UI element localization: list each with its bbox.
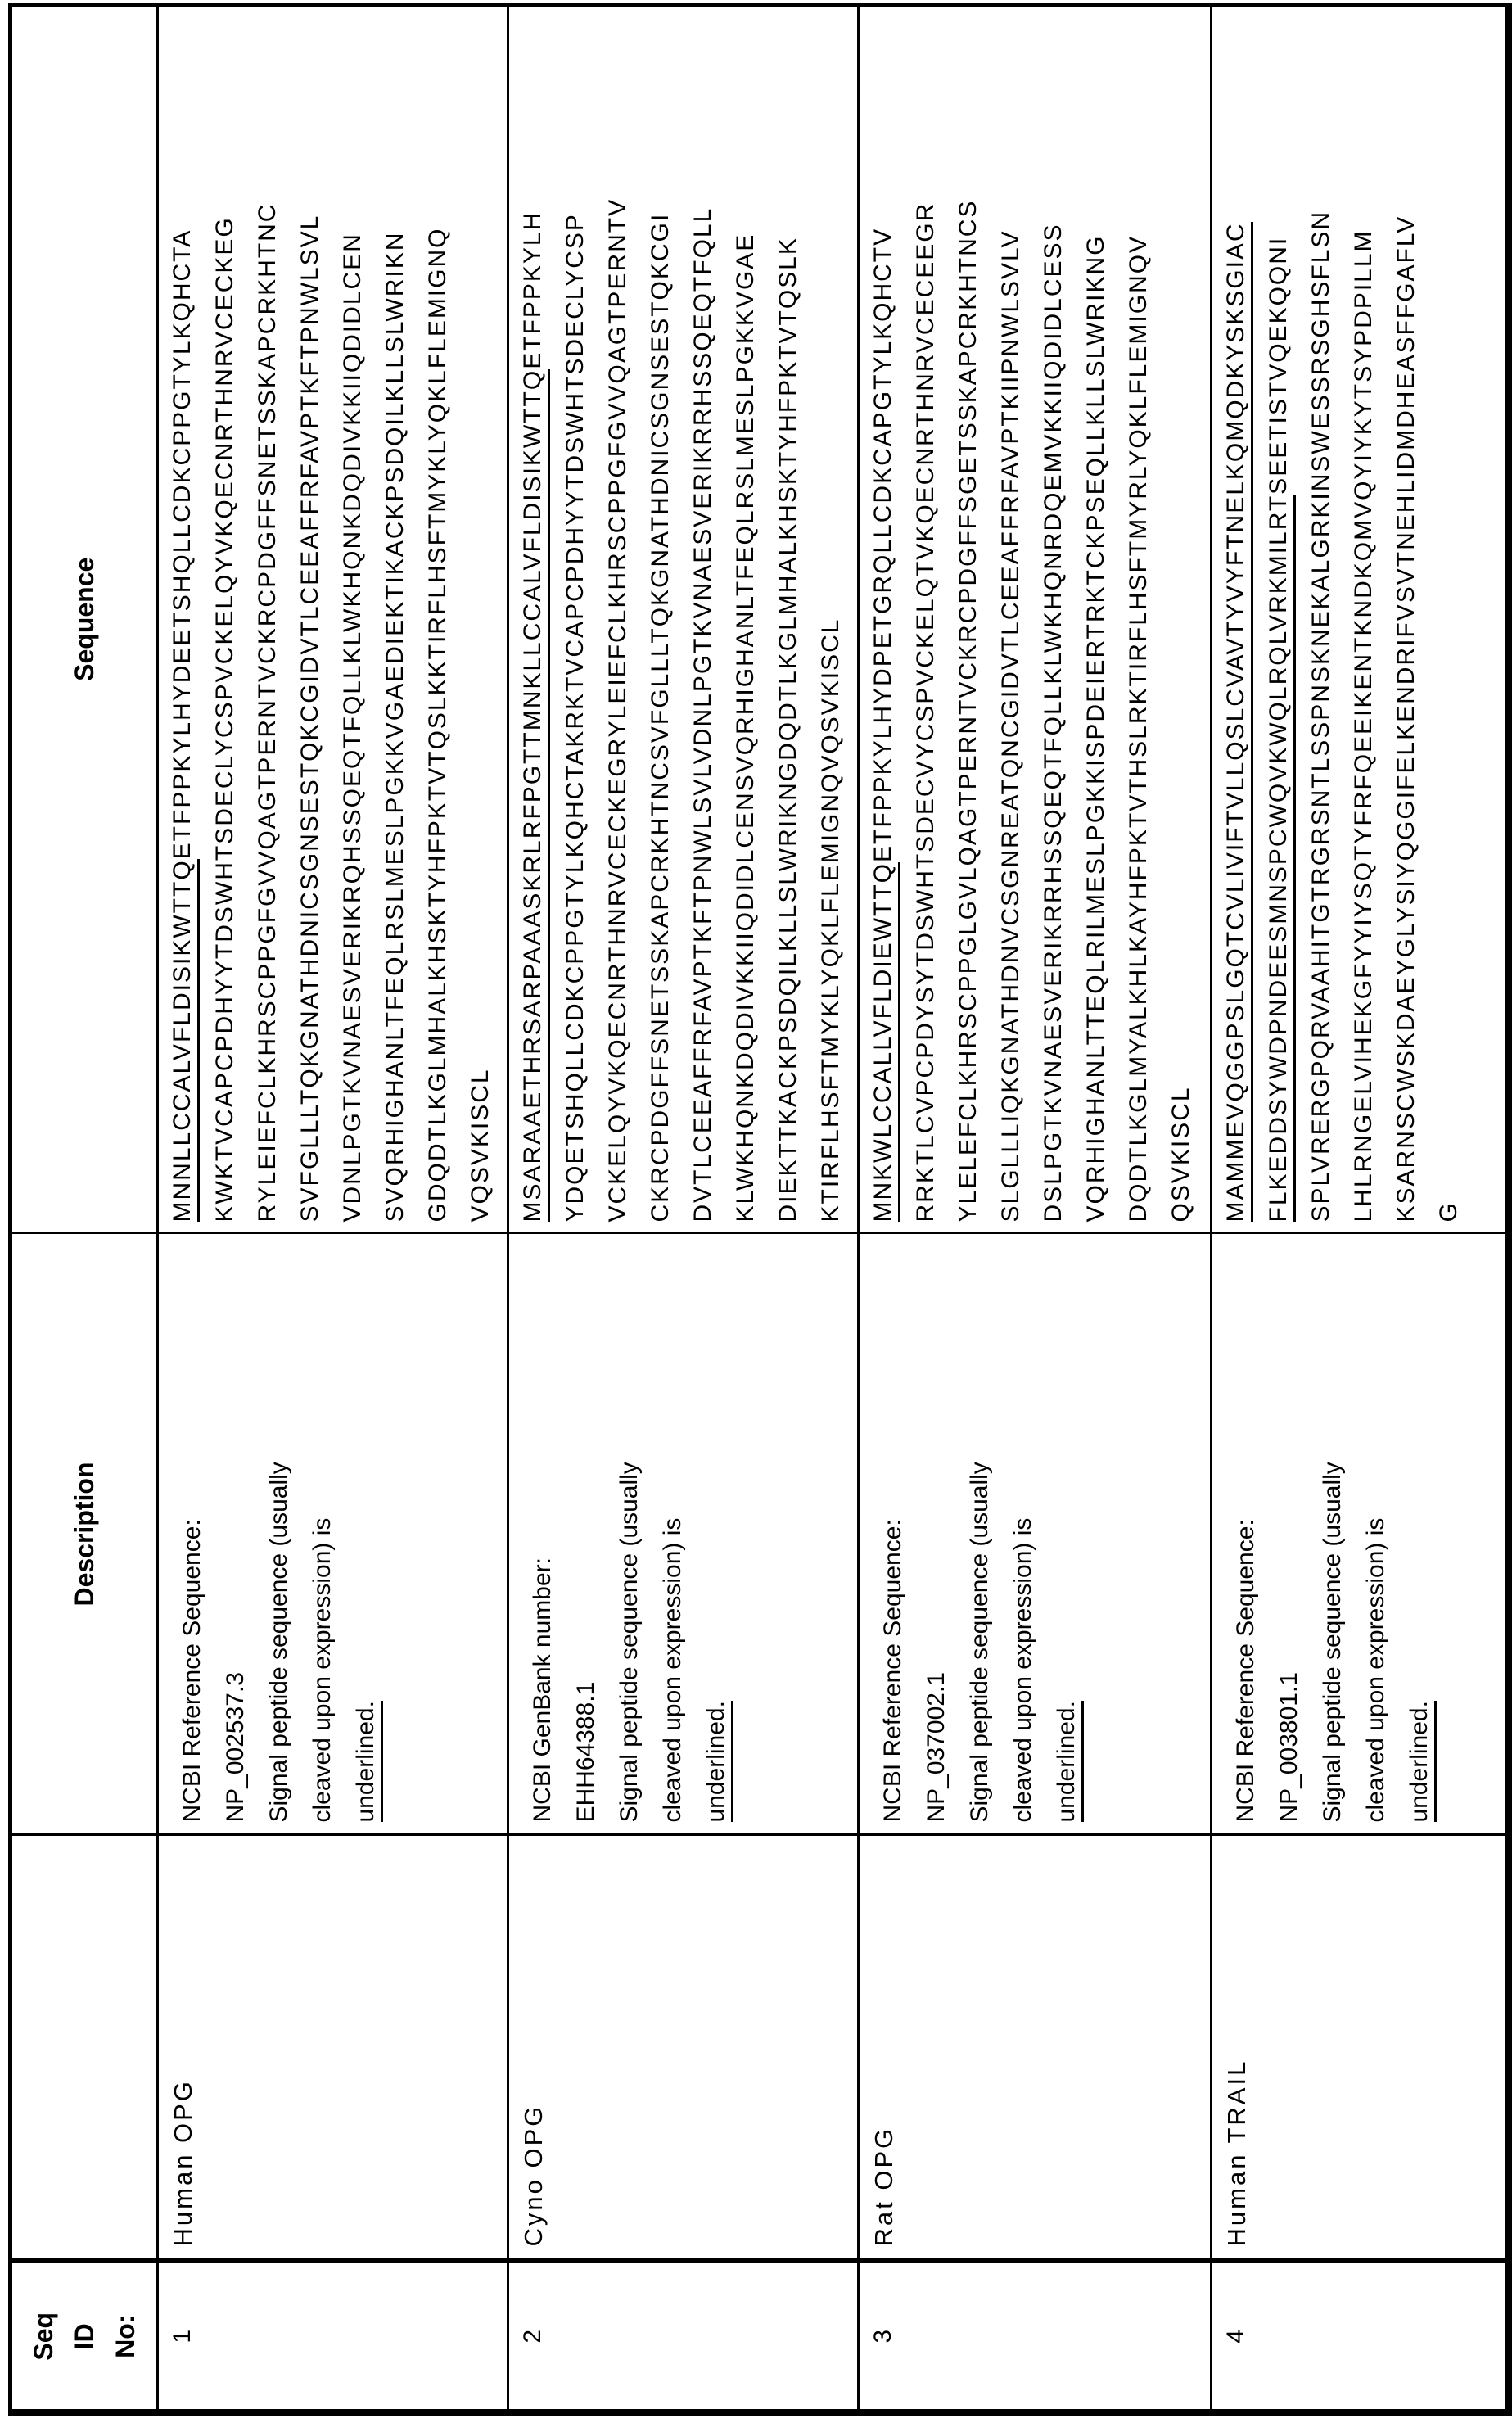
sequence-line: DQDTLKGLMYALKHLKAYHFPKTVTHSLRKTIRFLHSFTMYRLYQKLFLEMIGNQV — [1125, 234, 1152, 1223]
sequence-line: VDNLPGTKVNAESVERIKRQHSSQEQTFQLLKLWKHQNKDQDIVKKIIQDIDLCEN — [339, 233, 366, 1223]
header-name-empty — [11, 1835, 158, 2261]
sequence-line: QSVKISCL — [1167, 1086, 1194, 1223]
description-underlined-word-2: underlined. — [694, 1235, 738, 1823]
sequence-line: CKRCPDGFFSNETSSKAPCRKHTNCSVFGLLLTQKGNATHDNICSGNSESTQKCGI — [647, 212, 674, 1223]
sequence-line: DVTLCEEAFFRFAVPTKFTPNWLSVLVDNLPGTKVNAESVERIKRRHSSQEQTFQLL — [689, 206, 716, 1223]
name-cell-3: Rat OPG — [859, 1835, 1212, 2261]
sequence-line: RYLEIEFCLKHRSCPPGFGVVQAGTPERNTVCKRCPDGFFSNETSSKAPCRKHTNC — [254, 202, 281, 1223]
header-description — [11, 1233, 158, 1835]
seq-id-cell-1: 1 — [158, 2261, 508, 2412]
signal-peptide-underline: MAMMEVQGGPSLGQTCVLIVIFTVLLQSLCVAVTYVYFTNELKQMQDKYSKSGIAC — [1222, 222, 1253, 1222]
sequence-line: LHLRNGELVIHEKGFYYIYSQTYFRFQEEIKENTKNDKQMVQYIYKYTSYPDPILLM — [1350, 229, 1377, 1223]
description-text-4: NCBI Reference Sequence: NP_003801.1 Signal peptide sequence (usually cleaved upon expression) is — [1232, 1462, 1389, 1823]
sequence-line: KLWKHQNKDQDIVKKIIQDIDLCENSVQRHIGHANLTFEQLRSLMESLPGKKVGAE — [732, 233, 759, 1223]
description-cell-3 — [859, 1233, 1212, 1835]
sequence-cell-1 — [158, 5, 508, 1233]
rotated-table-container — [8, 8, 1506, 2416]
seq-id-cell-3: 3 — [859, 2261, 1212, 2412]
header-seq-id — [11, 2261, 158, 2412]
description-cell-2 — [508, 1233, 859, 1835]
description-text-2: NCBI GenBank number: EHH64388.1 Signal peptide sequence (usually cleaved upon expression) is — [529, 1462, 686, 1823]
name-cell-4: Human TRAIL — [1212, 1835, 1509, 2261]
sequence-line: RRKTLCVPCPDYSYTDSWHTSDECVYCSPVCKELQTVKQECNRTHNRVCECEEGR — [912, 201, 939, 1223]
sequence-line: KTIRFLHSFTMYKLYQKLFLEMIGNQVQSVKISCL — [817, 617, 844, 1223]
header-sequence-label: Sequence — [70, 557, 99, 681]
seq-id-cell-2: 2 — [508, 2261, 859, 2412]
sequence-cell-4 — [1212, 5, 1509, 1233]
name-cell-1: Human OPG — [158, 1835, 508, 2261]
sequence-line: YLELEFCLKHRSCPPGLGVLQAGTPERNTVCKRCPDGFFSGETSSKAPCRKHTNCS — [955, 199, 982, 1223]
signal-peptide-underline: FLKEDDSYWDPNDEESMNSPCWQVKWQLRQLVRKMILRT — [1265, 495, 1296, 1223]
header-row — [11, 5, 158, 2412]
description-text-3: NCBI Reference Sequence: NP_037002.1 Signal peptide sequence (usually cleaved upon expression) is — [879, 1462, 1036, 1823]
description-cell-4 — [1212, 1233, 1509, 1835]
sequence-line: YDQETSHQLLCDKCPPGTYLKQHCTAKRKTVCAPCPDHYYTDSWHTSDECLYCSP — [562, 213, 589, 1223]
sequence-line: VCKELQYVKQECNRTHNRVCECKEGRYLEIEFCLKHRSCPPGFGVVQAGTPERNTV — [604, 197, 631, 1223]
header-description-label: Description — [70, 1462, 99, 1607]
header-sequence — [11, 5, 158, 1233]
description-underlined-word-1: underlined. — [344, 1235, 387, 1823]
sequence-line — [1215, 7, 1257, 1223]
sequence-line: DSLPGTKVNAESVERIKRRHSSQEQTFQLLKLWKHQNRDQEMVKKIIQDIDLCESS — [1040, 223, 1067, 1223]
sequence-line: SVFGLLLTQKGNATHDNICSGNSESTQKCGIDVTLCEEAFFRFAVPTKFTPNWLSVL — [296, 214, 323, 1223]
description-underlined-word-3: underlined. — [1045, 1235, 1088, 1823]
sequence-line: MNNLLCCALVFLDISIKWTTQETFPPKYLHYDEETSHQLLCDKCPPGTYLKQHCTA — [161, 7, 204, 1223]
sequence-line: KSARNSCWSKDAEYGLYSIYQGGIFELKENDRIFVSVTNEHLIDMDHEASFFGAFLV — [1392, 215, 1419, 1223]
sequence-line: MSARAAETHRSARPAAASKRLRFPGTTMNKLLCCALVFLDISIKWTTQETFPPKYLH — [512, 7, 554, 1223]
header-seq-id-label: Seq ID No: — [29, 2312, 140, 2361]
signal-peptide-underline: MNKWLCCALLVFLDIEWTTQ — [869, 862, 900, 1222]
sequence-line: VQSVKISCL — [467, 1068, 494, 1223]
description-text-1: NCBI Reference Sequence: NP_002537.3 Signal peptide sequence (usually cleaved upon expression) is — [178, 1462, 336, 1823]
sequence-table — [8, 3, 1512, 2416]
sequence-line: MNKWLCCALLVFLDIEWTTQETFPPKYLHYDPETGRQLLCDKCAPGTYLKQHCTV — [862, 7, 905, 1223]
sequence-line: SPLVRERGPQRVAAHITGTRGRSNTLSSPNSKNEKALGRKINSWESSRSGHSFLSN — [1307, 210, 1334, 1223]
sequence-line: G — [1435, 1201, 1462, 1223]
sequence-line: GDQDTLKGLMHALKHSKTYHFPKTVTQSLKKTIRFLHSFTMYKLYQKLFLEMIGNQ — [424, 227, 451, 1223]
sequence-cell-3 — [859, 5, 1212, 1233]
signal-peptide-underline: MSARAAETHRSARPAAASKRLRFPGTTMNKLLCCALVFLDISIKWTTQ — [519, 369, 550, 1223]
sequence-line: FLKEDDSYWDPNDEESMNSPCWQVKWQLRQLVRKMILRTSEETISTVQEKQQNI — [1257, 7, 1300, 1223]
signal-peptide-underline: MNNLLCCALVFLDISIKWTTQ — [169, 859, 200, 1222]
description-cell-1 — [158, 1233, 508, 1835]
sequence-line: SLGLLLIQKGNATHDNVCSGNREATQNCGIDVTLCEEAFFRFAVPTKIIPNWLSVLV — [997, 229, 1024, 1223]
sequence-line: KWKTVCAPCPDHYYTDSWHTSDECLYCSPVCKELQYVKQECNRTHNRVCECKEG — [211, 216, 238, 1223]
description-underlined-word-4: underlined. — [1397, 1235, 1441, 1823]
table-row-1 — [158, 5, 508, 2412]
sequence-line: SVQRHIGHANLTFEQLRSLMESLPGKKVGAEDIEKTIKACKPSDQILKLLSLWRIKN — [381, 231, 408, 1223]
table-row-2 — [508, 5, 859, 2412]
sequence-cell-2 — [508, 5, 859, 1233]
seq-id-cell-4: 4 — [1212, 2261, 1509, 2412]
name-cell-2: Cyno OPG — [508, 1835, 859, 2261]
sequence-line: DIEKTTKACKPSDQILKLLSLWRIKNGDQDTLKGLMHALKHSKTYHFPKTVTQSLK — [774, 237, 801, 1223]
table-row-3 — [859, 5, 1212, 2412]
sequence-line: VQRHIGHANLTTEQLRILMESLPGKKISPDEIERTRKTCKPSEQLLKLLSLWRIKNG — [1082, 234, 1109, 1223]
table-row-4 — [1212, 5, 1509, 2412]
